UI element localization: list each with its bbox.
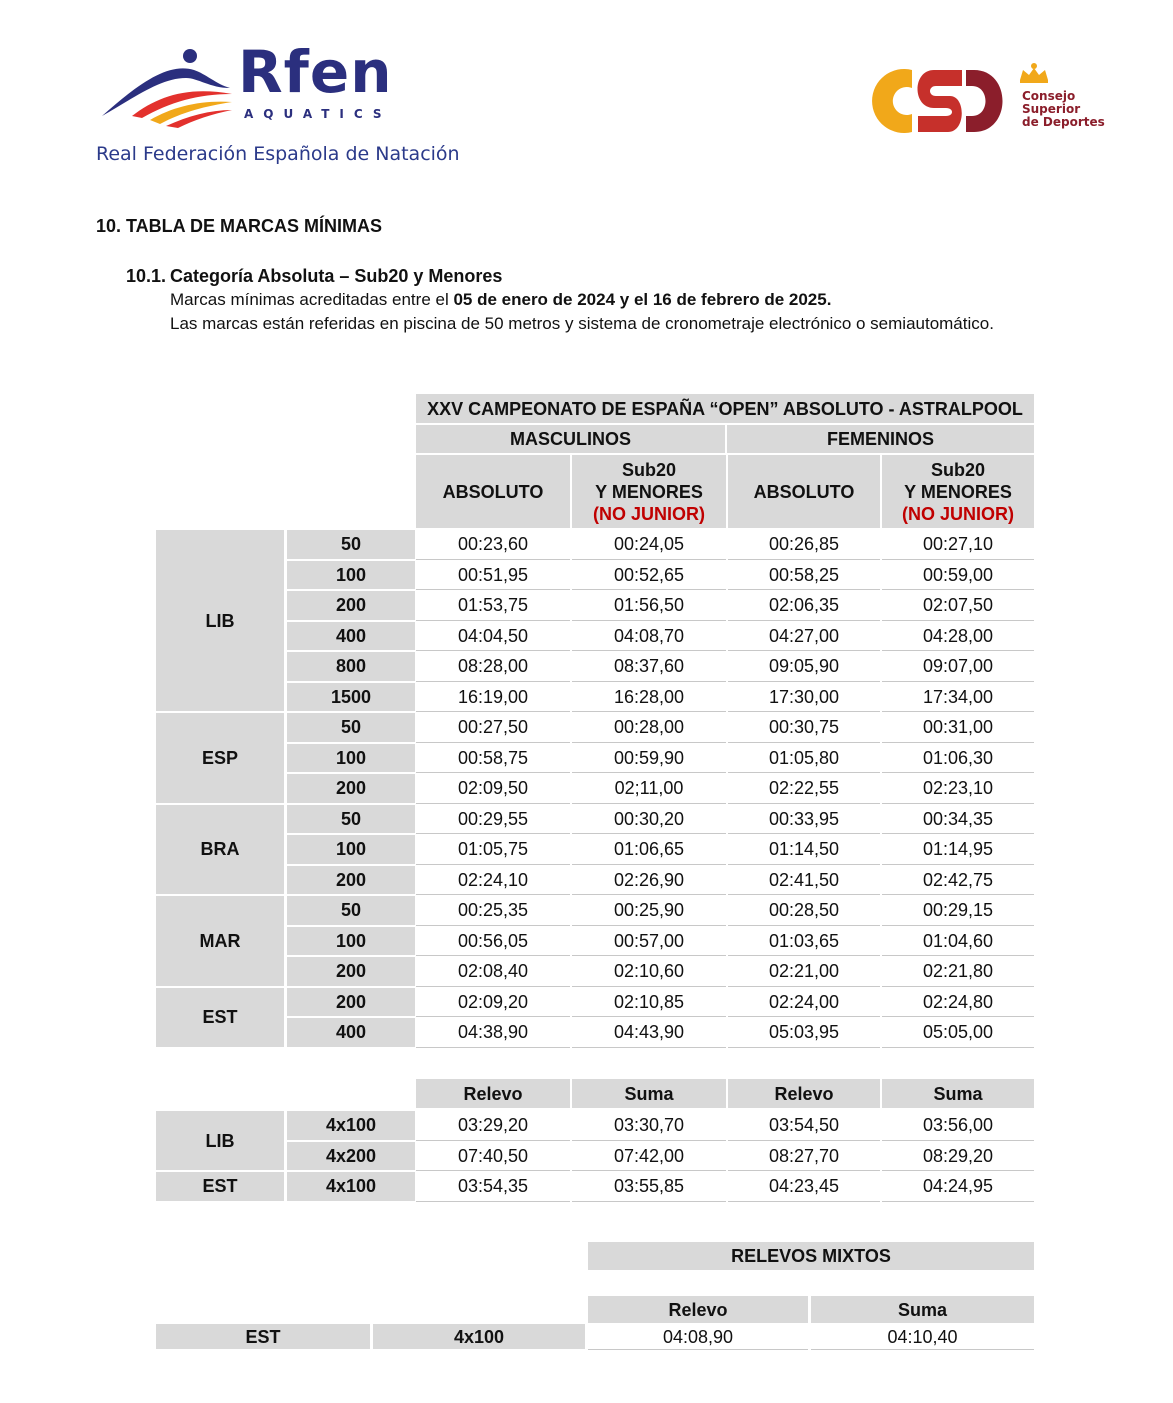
distance-cell: 50 [287, 896, 415, 925]
time-cell: 16:19,00 [416, 683, 570, 713]
time-cell: 00:23,60 [416, 530, 570, 560]
time-cell: 01:03,65 [728, 927, 880, 957]
time-cell: 00:29,55 [416, 805, 570, 835]
relay-time-cell: 08:27,70 [728, 1142, 880, 1172]
time-cell: 09:07,00 [882, 652, 1034, 682]
time-cell: 01:06,65 [572, 835, 726, 865]
time-cell: 02:21,80 [882, 957, 1034, 987]
relay-col-suma: Suma [572, 1079, 726, 1108]
mixed-time-cell: 04:08,90 [588, 1324, 808, 1350]
time-cell: 02:09,20 [416, 988, 570, 1018]
time-cell: 05:03,95 [728, 1018, 880, 1048]
mixed-stroke: EST [156, 1324, 370, 1349]
col-sub20-line: Y MENORES [595, 481, 703, 502]
time-cell: 00:27,10 [882, 530, 1034, 560]
time-cell: 09:05,90 [728, 652, 880, 682]
distance-cell: 50 [287, 805, 415, 834]
distance-cell: 400 [287, 1018, 415, 1047]
time-cell: 00:27,50 [416, 713, 570, 743]
pool-paragraph: Las marcas están referidas en piscina de 50 metros y sistema de cronometraje electrónico o semiautomático. [170, 314, 994, 333]
time-cell: 02:24,00 [728, 988, 880, 1018]
relay-time-cell: 04:23,45 [728, 1172, 880, 1202]
distance-cell: 100 [287, 561, 415, 590]
relay-stroke-est: EST [156, 1172, 284, 1201]
distance-cell: 200 [287, 774, 415, 803]
time-cell: 02:09,50 [416, 774, 570, 804]
time-cell: 01:06,30 [882, 744, 1034, 774]
time-cell: 00:28,00 [572, 713, 726, 743]
time-cell: 00:28,50 [728, 896, 880, 926]
distance-cell: 400 [287, 622, 415, 651]
subsection-title [126, 266, 502, 287]
time-cell: 04:08,70 [572, 622, 726, 652]
relay-time-cell: 03:56,00 [882, 1111, 1034, 1141]
stroke-esp: ESP [156, 713, 284, 803]
time-cell: 01:14,95 [882, 835, 1034, 865]
relay-distance-cell: 4x200 [287, 1142, 415, 1171]
distance-cell: 1500 [287, 683, 415, 712]
time-cell: 02:06,35 [728, 591, 880, 621]
time-cell: 00:52,65 [572, 561, 726, 591]
mixed-col-relevo: Relevo [588, 1296, 808, 1323]
dates-paragraph: Marcas mínimas acreditadas entre el 05 de enero de 2024 y el 16 de febrero de 2025. [170, 290, 832, 309]
stroke-lib: LIB [156, 530, 284, 711]
relay-time-cell: 07:42,00 [572, 1142, 726, 1172]
time-cell: 00:31,00 [882, 713, 1034, 743]
time-cell: 16:28,00 [572, 683, 726, 713]
time-cell: 17:34,00 [882, 683, 1034, 713]
col-sub20 [882, 455, 1034, 528]
relay-col-suma: Suma [882, 1079, 1034, 1108]
relay-distance-cell: 4x100 [287, 1172, 415, 1201]
relay-time-cell: 08:29,20 [882, 1142, 1034, 1172]
time-cell: 00:51,95 [416, 561, 570, 591]
time-cell: 02:42,75 [882, 866, 1034, 896]
rfen-tagline: AQUATICS [244, 107, 392, 121]
mixed-relays-title: RELEVOS MIXTOS [588, 1242, 1034, 1270]
subsection-name: Categoría Absoluta – Sub20 y Menores [170, 266, 503, 286]
time-cell: 00:57,00 [572, 927, 726, 957]
relay-distance-cell: 4x100 [287, 1111, 415, 1140]
distance-cell: 200 [287, 957, 415, 986]
col-sub20 [572, 455, 726, 528]
time-cell: 08:37,60 [572, 652, 726, 682]
time-cell: 01:05,80 [728, 744, 880, 774]
subsection-number: 10.1. [126, 266, 167, 286]
rfen-swimmer-icon [98, 44, 238, 129]
relay-time-cell: 04:24,95 [882, 1172, 1034, 1202]
relay-time-cell: 03:54,50 [728, 1111, 880, 1141]
distance-cell: 50 [287, 713, 415, 742]
time-cell: 00:25,35 [416, 896, 570, 926]
distance-cell: 200 [287, 591, 415, 620]
time-cell: 02:08,40 [416, 957, 570, 987]
relay-time-cell: 03:55,85 [572, 1172, 726, 1202]
section-title: 10. TABLA DE MARCAS MÍNIMAS [96, 216, 383, 236]
time-cell: 00:30,20 [572, 805, 726, 835]
time-cell: 00:59,00 [882, 561, 1034, 591]
distance-cell: 200 [287, 866, 415, 895]
rfen-logo [98, 38, 398, 129]
crown-icon [1017, 62, 1051, 84]
stroke-mar: MAR [156, 896, 284, 986]
group-masculinos: MASCULINOS [416, 425, 725, 453]
time-cell: 04:04,50 [416, 622, 570, 652]
relay-time-cell: 07:40,50 [416, 1142, 570, 1172]
stroke-bra: BRA [156, 805, 284, 895]
distance-cell: 50 [287, 530, 415, 559]
time-cell: 17:30,00 [728, 683, 880, 713]
table-title: XXV CAMPEONATO DE ESPAÑA “OPEN” ABSOLUTO - ASTRALPOOL [416, 394, 1034, 423]
col-sub20-line: Sub20 [930, 459, 986, 480]
time-cell: 02:23,10 [882, 774, 1034, 804]
time-cell: 00:24,05 [572, 530, 726, 560]
col-no-junior: (NO JUNIOR) [593, 503, 705, 524]
relay-col-relevo: Relevo [728, 1079, 880, 1108]
time-cell: 08:28,00 [416, 652, 570, 682]
relay-col-relevo: Relevo [416, 1079, 570, 1108]
time-cell: 01:53,75 [416, 591, 570, 621]
mixed-time-cell: 04:10,40 [811, 1324, 1034, 1350]
time-cell: 02:10,85 [572, 988, 726, 1018]
time-cell: 04:27,00 [728, 622, 880, 652]
mixed-col-suma: Suma [811, 1296, 1034, 1323]
time-cell: 04:38,90 [416, 1018, 570, 1048]
distance-cell: 100 [287, 927, 415, 956]
time-cell: 02:41,50 [728, 866, 880, 896]
csd-name: Consejo Superior de Deportes [1022, 89, 1105, 129]
time-cell: 00:25,90 [572, 896, 726, 926]
group-femeninos: FEMENINOS [727, 425, 1034, 453]
time-cell: 01:56,50 [572, 591, 726, 621]
csd-emblem-icon [862, 62, 1012, 142]
relay-stroke-lib: LIB [156, 1111, 284, 1170]
mixed-distance: 4x100 [373, 1324, 585, 1349]
time-cell: 00:33,95 [728, 805, 880, 835]
time-cell: 02:26,90 [572, 866, 726, 896]
col-sub20-line: Sub20 [621, 459, 677, 480]
stroke-est: EST [156, 988, 284, 1047]
distance-cell: 100 [287, 744, 415, 773]
rfen-fullname: Real Federación Española de Natación [96, 143, 460, 165]
time-cell: 00:34,35 [882, 805, 1034, 835]
time-cell: 01:14,50 [728, 835, 880, 865]
time-cell: 02:24,10 [416, 866, 570, 896]
col-absoluto: ABSOLUTO [416, 455, 570, 528]
col-absoluto: ABSOLUTO [728, 455, 880, 528]
time-cell: 02:21,00 [728, 957, 880, 987]
distance-cell: 200 [287, 988, 415, 1017]
csd-logo [862, 62, 1112, 142]
time-cell: 02;11,00 [572, 774, 726, 804]
time-cell: 04:43,90 [572, 1018, 726, 1048]
time-cell: 02:10,60 [572, 957, 726, 987]
time-cell: 02:07,50 [882, 591, 1034, 621]
time-cell: 00:29,15 [882, 896, 1034, 926]
dates-range: 05 de enero de 2024 y el 16 de febrero de 2025. [453, 290, 832, 309]
distance-cell: 800 [287, 652, 415, 681]
distance-cell: 100 [287, 835, 415, 864]
time-cell: 00:30,75 [728, 713, 880, 743]
relay-time-cell: 03:30,70 [572, 1111, 726, 1141]
time-cell: 05:05,00 [882, 1018, 1034, 1048]
rfen-wordmark: Rfen [238, 38, 393, 106]
time-cell: 00:58,75 [416, 744, 570, 774]
time-cell: 01:05,75 [416, 835, 570, 865]
time-cell: 01:04,60 [882, 927, 1034, 957]
time-cell: 02:22,55 [728, 774, 880, 804]
time-cell: 00:56,05 [416, 927, 570, 957]
time-cell: 00:59,90 [572, 744, 726, 774]
relay-time-cell: 03:54,35 [416, 1172, 570, 1202]
col-no-junior: (NO JUNIOR) [902, 503, 1014, 524]
col-sub20-line: Y MENORES [904, 481, 1012, 502]
relay-time-cell: 03:29,20 [416, 1111, 570, 1141]
time-cell: 02:24,80 [882, 988, 1034, 1018]
time-cell: 00:26,85 [728, 530, 880, 560]
time-cell: 04:28,00 [882, 622, 1034, 652]
time-cell: 00:58,25 [728, 561, 880, 591]
